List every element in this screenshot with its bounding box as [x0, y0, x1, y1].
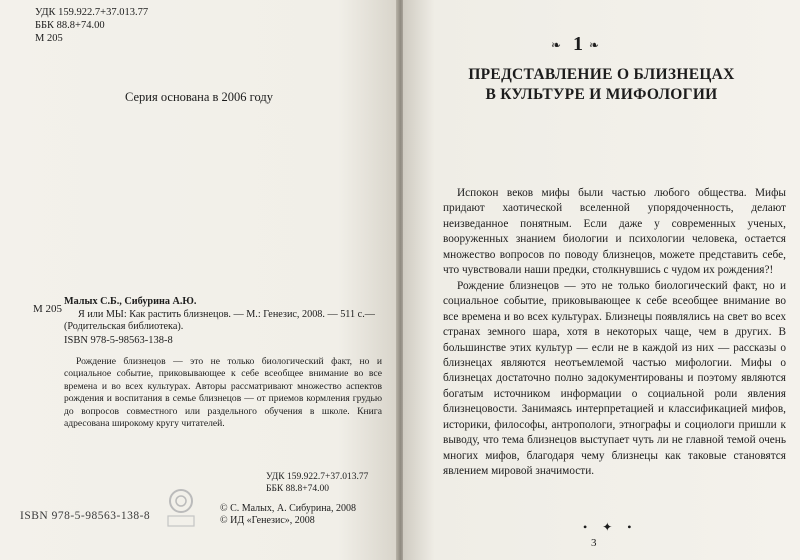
paragraph-2: Рождение близнецов — это не только биологический факт, но и социальное событие, приковывающее к себе всеобщее внимание во все времена и во всех культурах. Близнецы появлялись на свет во всех странах земного шара, хотя в некоторых чаще, чем в других. В большинстве этих культур — если не в каждой из них — рассказы о близнецах являются неотъемлемой частью мифологии. Мифы о близнецах достаточно полно задокументированы и поэтому являются богатым источником информации о социальной роли явления близнецовости. Занимаясь интерпретацией и классификацией мифов, историки, философы, антропологи, этнографы и социологи пришли к выводу, что тема близнецов выступает чуть ли не главной темой очень многих мифов, благодаря чему близнецы как таковые становятся явлением мировой значимости. [443, 279, 786, 478]
publisher-logo [162, 486, 200, 530]
series-name: (Родительская библиотека). [64, 321, 184, 332]
udk-code: УДК 159.922.7+37.013.77 [35, 7, 149, 18]
catalog-record [64, 296, 380, 334]
abstract: Рождение близнецов — это не только биологический факт, но и социальное событие, приковывающее к себе всеобщее внимание во все времена и во всех культурах. Авторы рассматривают множество аспектов рождения и воспитания в семье близнецов — от приемов кормления грудью до вопросов совместного или раздельного обучения в школе. Книга адресована широкому кругу читателей. [64, 356, 382, 430]
book-title-line: Я или МЫ: Как растить близнецов. — М.: Генезис, 2008. — 511 с.— [78, 308, 375, 320]
isbn-bottom: ISBN 978-5-98563-138-8 [20, 510, 151, 522]
paragraph-1: Испокон веков мифы были частью любого общества. Мифы придают хаотической вселенной упорядоченность, делают неизведанное понятным. Если даже у современных ученых, вооруженных знанием биологии и психологии человека, остается множество вопросов по поводу близнецов, можете представить себе, что чувствовали наши предки, столкнувшись с чудом их рождения?! [443, 187, 786, 277]
classification-codes [35, 6, 148, 45]
author-mark: М 205 [35, 33, 63, 44]
chapter-title-line-2: В КУЛЬТУРЕ И МИФОЛОГИИ [485, 86, 718, 103]
chapter-title-line-1: ПРЕДСТАВЛЕНИЕ О БЛИЗНЕЦАХ [468, 66, 735, 83]
udk-bottom [266, 471, 368, 495]
series-note: Серия основана в 2006 году [124, 90, 274, 104]
left-page [0, 0, 398, 560]
chapter-body [443, 186, 786, 480]
bbk-code-bottom: ББК 88.8+74.00 [266, 484, 329, 494]
end-ornament-icon: • ✦ • [583, 520, 638, 534]
ornament-left-icon: ❧ [551, 38, 562, 52]
page-number: 3 [591, 537, 597, 549]
ornament-right-icon: ❧ [589, 38, 600, 52]
chapter-title [403, 65, 800, 105]
udk-code-bottom: УДК 159.922.7+37.013.77 [266, 472, 369, 482]
bbk-code: ББК 88.8+74.00 [35, 20, 105, 31]
catalog-code: М 205 [33, 303, 63, 315]
copyright-publisher: © ИД «Генезис», 2008 [220, 515, 315, 526]
authors: Малых С.Б., Сибурина А.Ю. [64, 296, 197, 307]
right-page [403, 0, 800, 560]
copyright [220, 503, 356, 527]
copyright-authors: © С. Малых, А. Сибурина, 2008 [220, 503, 356, 514]
chapter-number: 1 [573, 33, 583, 55]
isbn: ISBN 978-5-98563-138-8 [64, 335, 173, 346]
